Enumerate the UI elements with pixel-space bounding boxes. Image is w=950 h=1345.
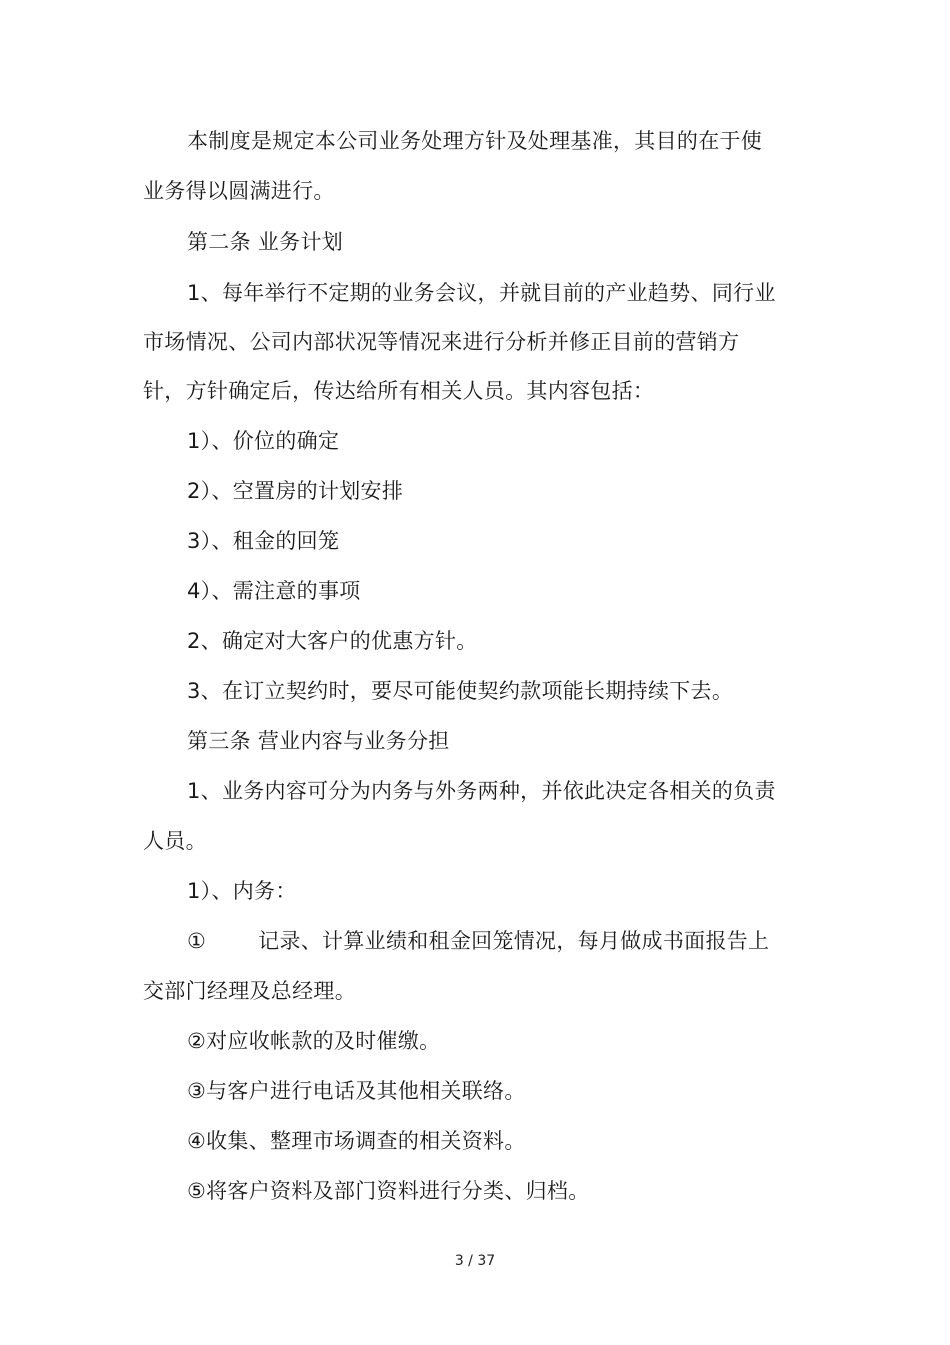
paragraph-line: 1、每年举行不定期的业务会议，并就目前的产业趋势、同行业	[187, 281, 776, 305]
list-item: 3）、租金的回笼	[187, 529, 340, 553]
paragraph-line: 针，方针确定后，传达给所有相关人员。其内容包括：	[143, 379, 655, 403]
circled-number: ①	[187, 929, 207, 953]
list-item: ②对应收帐款的及时催缴。	[187, 1029, 441, 1053]
paragraph-line: 本制度是规定本公司业务处理方针及处理基准，其目的在于使	[187, 129, 763, 153]
paragraph-line: 2、确定对大客户的优惠方针。	[187, 629, 478, 653]
page-number: 3 / 37	[454, 1253, 496, 1269]
list-item: ③与客户进行电话及其他相关联络。	[187, 1079, 526, 1103]
paragraph-line: 1、业务内容可分为内务与外务两种，并依此决定各相关的负责	[187, 779, 776, 803]
list-item: 2）、空置房的计划安排	[187, 479, 404, 503]
list-item: ④收集、整理市场调查的相关资料。	[187, 1129, 526, 1153]
paragraph-line: 市场情况、公司内部状况等情况来进行分析并修正目前的营销方	[143, 330, 740, 354]
paragraph-line: 3、在订立契约时，要尽可能使契约款项能长期持续下去。	[187, 679, 734, 703]
list-item: 1）、内务：	[187, 879, 297, 903]
paragraph-line: 业务得以圆满进行。	[143, 179, 335, 203]
section-heading: 第二条 业务计划	[187, 230, 344, 254]
paragraph-line: 人员。	[143, 829, 207, 853]
section-heading: 第三条 营业内容与业务分担	[187, 729, 450, 753]
list-item: 1）、价位的确定	[187, 429, 340, 453]
list-item: ⑤将客户资料及部门资料进行分类、归档。	[187, 1179, 590, 1203]
list-item-text: 记录、计算业绩和租金回笼情况，每月做成书面报告上	[258, 929, 770, 953]
paragraph-line: 交部门经理及总经理。	[143, 979, 356, 1003]
list-item: 4）、需注意的事项	[187, 579, 361, 603]
list-item	[187, 927, 769, 955]
